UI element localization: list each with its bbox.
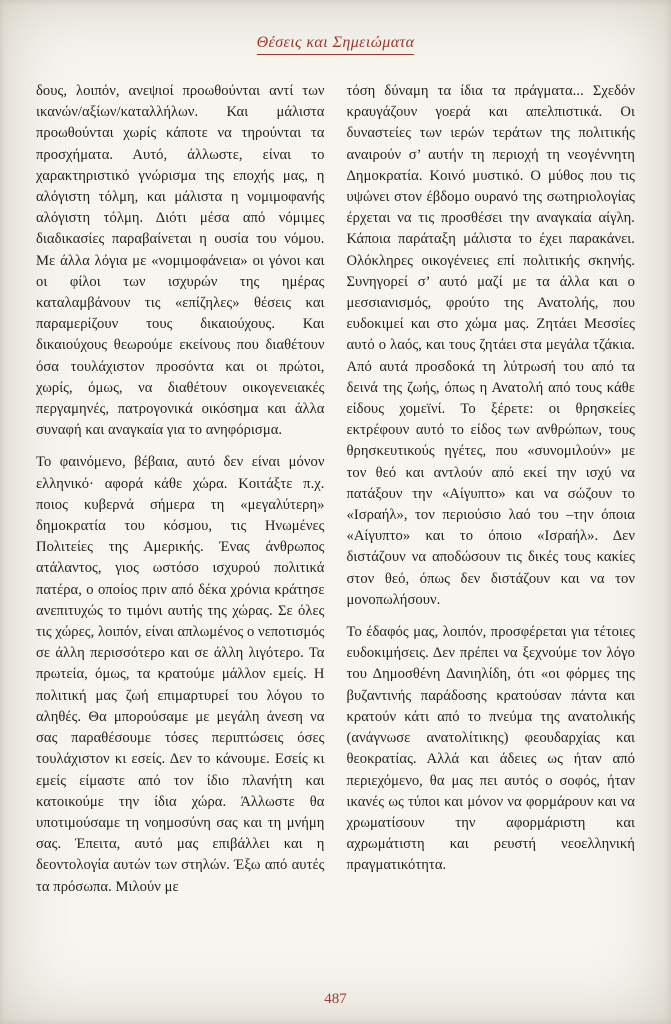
page-number: 487 — [324, 991, 347, 1007]
paragraph: Το φαινόμενο, βέβαια, αυτό δεν είναι μόνον ελληνικό· αφορά κάθε χώρα. Κοιτάξτε π.χ. ποιος κυβερνά σήμερα τη «μεγαλύτερη» δημοκρατία του κόσμου, τις Ηνωμένες Πολιτείες της Αμερικής. Ένας άνθρωπος ατάλαντος, γιος ωστόσο ισχυρού πολιτικά πατέρα, ο οποίος πριν από δέκα χρόνια κράτησε ανεπιτυχώς το τιμόνι αυτής της χώρας. Σε όλες τις χώρες, λοιπόν, είναι απλωμένος ο νεποτισμός σε άλλη περισσότερο και σε άλλη λιγότερο. Τα πρωτεία, όμως, τα κρατούμε μάλλον εμείς. Η πολιτική μας ζωή επιμαρτυρεί του λόγου το αληθές. Θα μπορούσαμε με μεγάλη άνεση να σας παραθέσουμε τόσες περιπτώσεις όσες τουλάχιστον κι εσείς. Δεν το κάνουμε. Εσείς κι εμείς είμαστε από τον ίδιο πλανήτη και κατοικούμε την ίδια χώρα. Άλλωστε θα υποτιμούσαμε τη νοημοσύνη σας και τη μνήμη σας. Έπειτα, αυτό μας επιβάλλει και η δεοντολογία αυτών των στηλών. Έξω από αυτές τα πρόσωπα. Μιλούν με — [36, 454, 325, 895]
running-head-title: Θέσεις και Σημειώματα — [257, 34, 415, 55]
paragraph-continuation: δους, λοιπόν, ανεψιοί προωθούνται αντί των ικανών/αξίων/καταλλήλων. Και μάλιστα προωθούνται χωρίς κάποτε να τηρούνται τα προσχήματα. Αυτό, άλλωστε, είναι το χαρακτηριστικό γνώρισμα της εποχής μας, η αλόγιστη τόλμη, και μάλιστα η νομιμοφανής αλόγιστη τόλμη. Διότι μέσα από νόμιμες διαδικασίες παραβαίνεται η ουσία του νόμου. Με άλλα λόγια με «νομιμοφάνεια» οι γόνοι και οι φίλοι των ισχυρών της ημέρας καταλαμβάνουν τις «επίζηλες» θέσεις και παραμερίζουν τους δικαιούχους. Και δικαιούχους θεωρούμε εκείνους που διαθέτουν όσα τουλάχιστον προσόντα και οι πρώτοι, χωρίς, όμως, να διαθέτουν οικογενειακές περγαμηνές, πατρογονικά οικόσημα και άλλα συναφή και αναγκαία για το ανηφόρισμα. — [36, 83, 325, 439]
right-column — [347, 81, 636, 898]
left-column — [36, 81, 325, 898]
running-head-container — [36, 34, 635, 55]
paragraph: Το έδαφός μας, λοιπόν, προσφέρεται για τέτοιες ευδοκιμήσεις. Δεν πρέπει να ξεχνούμε τον λόγο του Δημοσθένη Δανιηλίδη, ότι «οι φόρμες της βυζαντινής παράδοσης κρατούσαν πάντα και κρατούν κάτι από το πνεύμα της ανατολικής (ανάγνωσε ανατολίτικης) φεουδαρχίας και θεοκρατίας. Αλλά και άδειες ως ήταν από περιεχόμενο, θα μας πει αυτός ο σοφός, ήταν ικανές ως τύποι και μόνον να φορμάρουν και να χρωματίσουν την αφορμάριστη και αχρωμάτιστη και ρευστή νεοελληνική πραγματικότητα. — [346, 624, 635, 874]
paragraph-continuation: τόση δύναμη τα ίδια τα πράγματα... Σχεδόν κραυγάζουν γοερά και απελπιστικά. Οι δυναστείες των ιερών τεράτων της πολιτικής αναιρούν σ’ αυτήν τη περιοχή τη νεογέννητη Δημοκρατία. Κοινό μυστικό. Ο μύθος που τις υψώνει στον έβδομο ουρανό της σωτηριολογίας έρχεται να τις προσθέσει την αναγκαία αίγλη. Κάποια παράταξη μάλιστα το έχει παρακάνει. Ολόκληρες οικογένειες επί πολιτικής σκηνής. Συνηγορεί σ’ αυτό μαζί με τα άλλα και ο μεσσιανισμός, φρούτο της Ανατολής, που ευδοκιμεί και στο χώμα μας. Ζητάει Μεσσίες αυτό ο λαός, και τους ζητάει στα μεγάλα τζάκια. Από αυτά προσδοκά τη λύτρωσή του από τα δεινά της ζωής, όπως η Ανατολή από τους κάθε είδους χομεϊνί. Το ξέρετε: οι θρησκείες εκτρέφουν αυτό το είδος των ανθρώπων, τους θρησκευτικούς ηγέτες, που «συνομιλούν» με τον θεό και αντλούν από εκεί την ισχύ να πατάξουν την «Αίγυπτο» και να σώζουν το «Ισραήλ», τον περιούσιο λαό του –την όποια «Αίγυπτο» και το όποιο «Ισραήλ». Δεν διστάζουν να αποδώσουν τις δικές τους κακίες στον θεό, όπως δεν διστάζουν και να τον μονοπωλήσουν. — [346, 83, 635, 608]
text-columns — [36, 81, 635, 898]
